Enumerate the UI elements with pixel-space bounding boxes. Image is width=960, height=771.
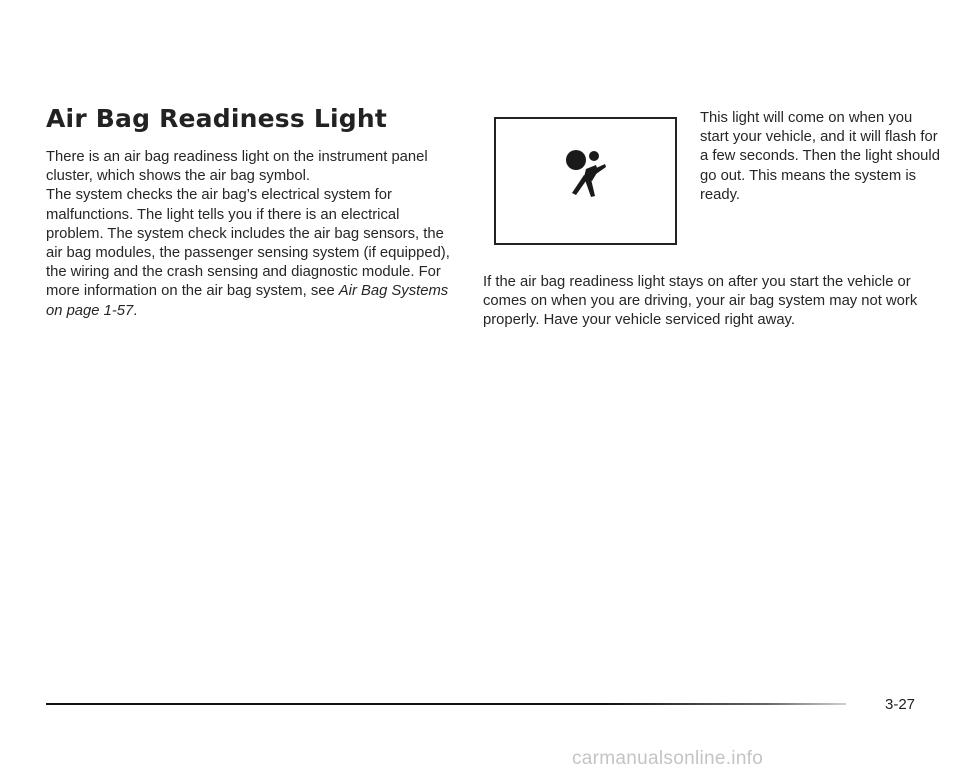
system-check-text: The system checks the air bag’s electrical system for malfunctions. The light tells you if there is an electrical problem. The system check includes the air bag sensors, the air bag modules, the passenger sensing system (if equipped), the wiring and the crash sensing and diagnostic module. For more information on the air bag system, see xyxy=(46,187,450,300)
section-heading: Air Bag Readiness Light xyxy=(46,104,387,133)
watermark-link[interactable]: carmanualsonline.info xyxy=(572,748,764,769)
paragraph-system-check xyxy=(46,186,456,320)
air-bag-symbol-frame xyxy=(494,117,677,245)
paragraph-light-behavior: This light will come on when you start your vehicle, and it will flash for a few seconds. Then the light should go out. This means the system is ready. xyxy=(700,110,940,203)
air-bag-symbol-icon xyxy=(564,147,608,207)
paragraph-service-warning: If the air bag readiness light stays on after you start the vehicle or comes on when you are driving, your air bag system may not work properly. Have your vehicle serviced right away. xyxy=(483,274,918,329)
footer-rule xyxy=(46,703,846,705)
page-number: 3-27 xyxy=(885,696,916,713)
left-column-text xyxy=(46,148,456,321)
cross-reference: Air Bag Systems on page 1-57 xyxy=(46,283,449,319)
system-check-end: . xyxy=(133,302,138,319)
paragraph-readiness-light: There is an air bag readiness light on the instrument panel cluster, which shows the air bag symbol. xyxy=(46,149,428,185)
